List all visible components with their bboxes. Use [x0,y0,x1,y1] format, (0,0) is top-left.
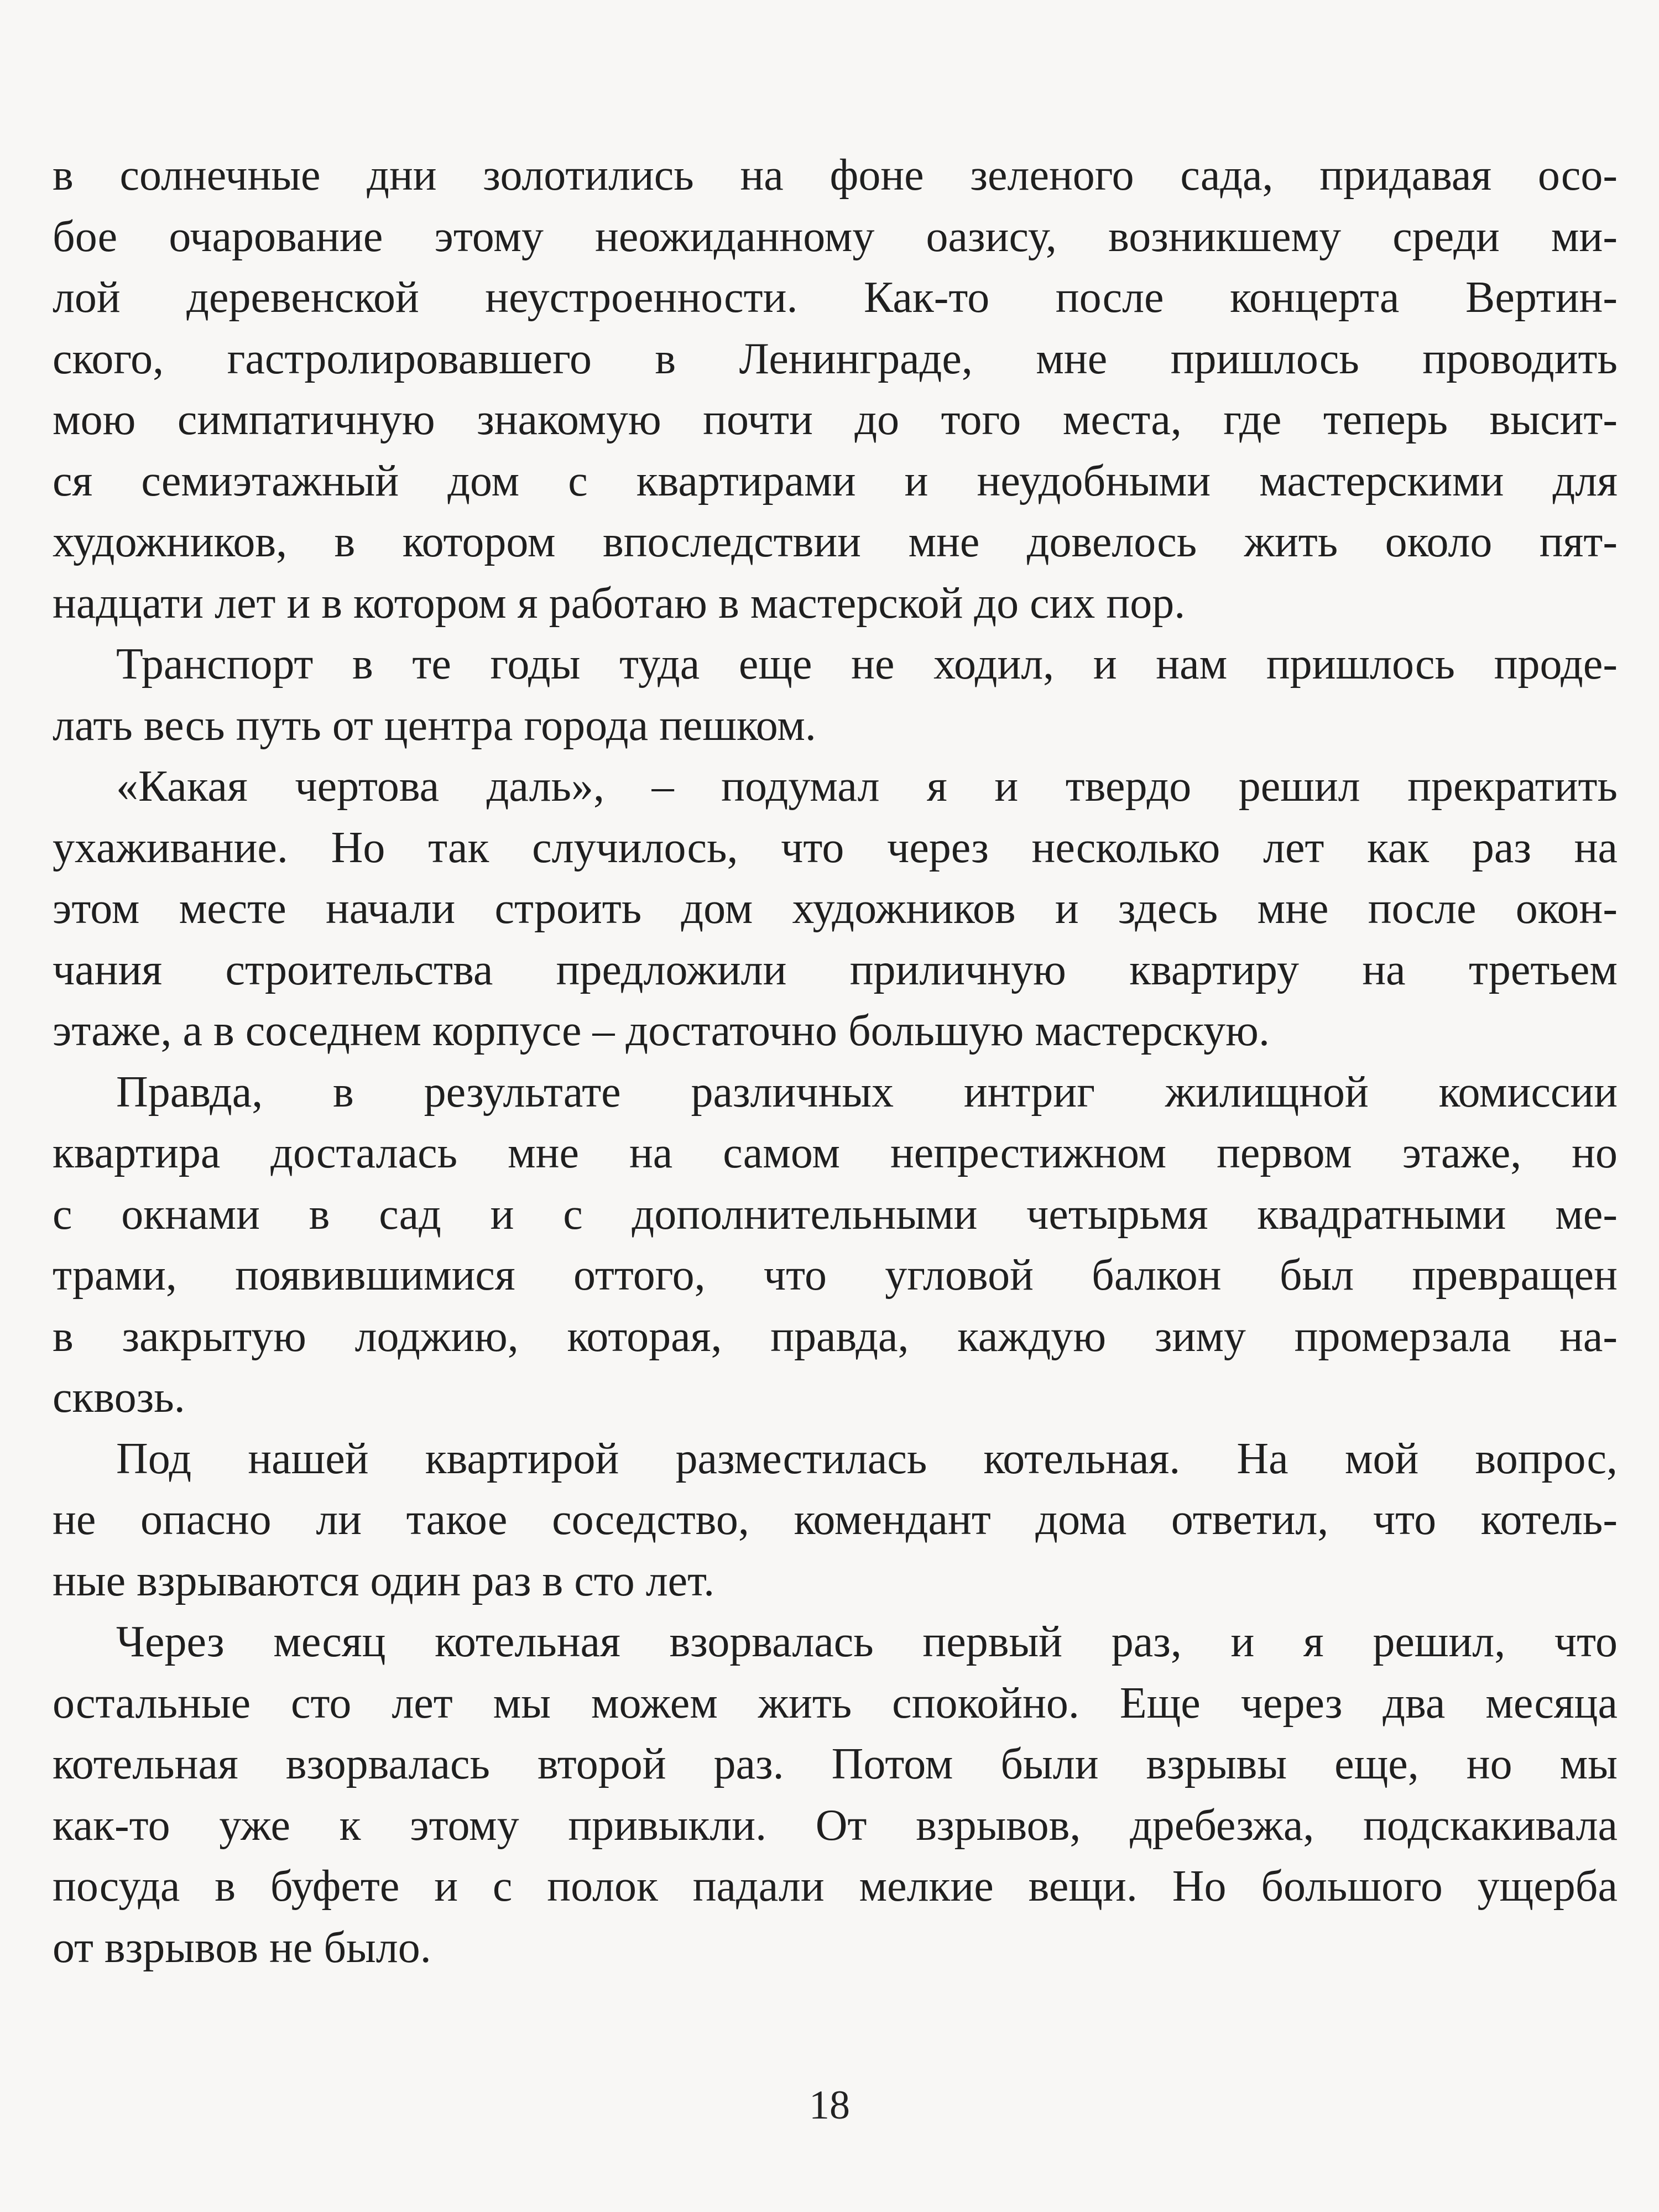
text-line: с окнами в сад и с дополнительными четырьмя квадратными ме- [53,1190,1618,1239]
text-line: художников, в котором впоследствии мне довелось жить около пят- [53,518,1618,566]
text-line: Через месяц котельная взорвалась первый раз, и я решил, что [116,1618,1618,1666]
paragraph-6 [53,1611,1618,1978]
text-line: Транспорт в те годы туда еще не ходил, и нам пришлось проде- [116,640,1618,688]
page-number: 18 [809,2083,850,2128]
paragraph-4 [53,1062,1618,1428]
text-line: ухаживание. Но так случилось, что через несколько лет как раз на [53,823,1618,872]
text-line: как-то уже к этому привыкли. От взрывов, дребезжа, подскакивала [53,1801,1618,1850]
text-line: остальные сто лет мы можем жить спокойно. Еще через два месяца [53,1678,1618,1728]
text-line: ные взрываются один раз в сто лет. [53,1556,715,1605]
text-line: трами, появившимися оттого, что угловой балкон был превращен [53,1251,1618,1300]
text-line: квартира досталась мне на самом непрестижном первом этаже, но [53,1129,1618,1177]
text-line: лой деревенской неустроенности. Как-то после концерта Вертин- [53,273,1618,322]
text-line: бое очарование этому неожиданному оазису, возникшему среди ми- [53,212,1618,261]
text-line: ся семиэтажный дом с квартирами и неудобными мастерскими для [53,456,1618,505]
paragraph-5 [53,1428,1618,1612]
text-line: в солнечные дни золотились на фоне зеленого сада, придавая осо- [53,151,1618,200]
text-line: Правда, в результате различных интриг жилищной комиссии [116,1067,1618,1117]
text-line: не опасно ли такое соседство, комендант дома ответил, что котель- [53,1495,1618,1544]
text-line: от взрывов не было. [53,1923,431,1972]
text-line: посуда в буфете и с полок падали мелкие вещи. Но большого ущерба [53,1862,1618,1911]
text-line: ского, гастролировавшего в Ленинграде, мне пришлось проводить [53,334,1618,383]
text-line: этаже, а в соседнем корпусе – достаточно большую мастерскую. [53,1006,1270,1055]
body-text [53,145,1618,1978]
text-line: «Какая чертова даль», – подумал я и твердо решил прекратить [116,762,1618,811]
paragraph-1 [53,145,1618,634]
paragraph-2 [53,634,1618,756]
text-line: мою симпатичную знакомую почти до того места, где теперь высит- [53,395,1618,444]
text-line: Под нашей квартирой разместилась котельная. На мой вопрос, [116,1434,1618,1483]
paragraph-3 [53,756,1618,1062]
text-line: надцати лет и в котором я работаю в мастерской до сих пор. [53,578,1186,628]
text-line: лать весь путь от центра города пешком. [53,701,816,750]
text-line: чания строительства предложили приличную квартиру на третьем [53,945,1618,994]
text-line: сквозь. [53,1373,185,1422]
text-line: в закрытую лоджию, которая, правда, каждую зиму промерзала на- [53,1312,1618,1361]
text-line: этом месте начали строить дом художников и здесь мне после окон- [53,884,1618,933]
text-line: котельная взорвалась второй раз. Потом были взрывы еще, но мы [53,1740,1618,1788]
